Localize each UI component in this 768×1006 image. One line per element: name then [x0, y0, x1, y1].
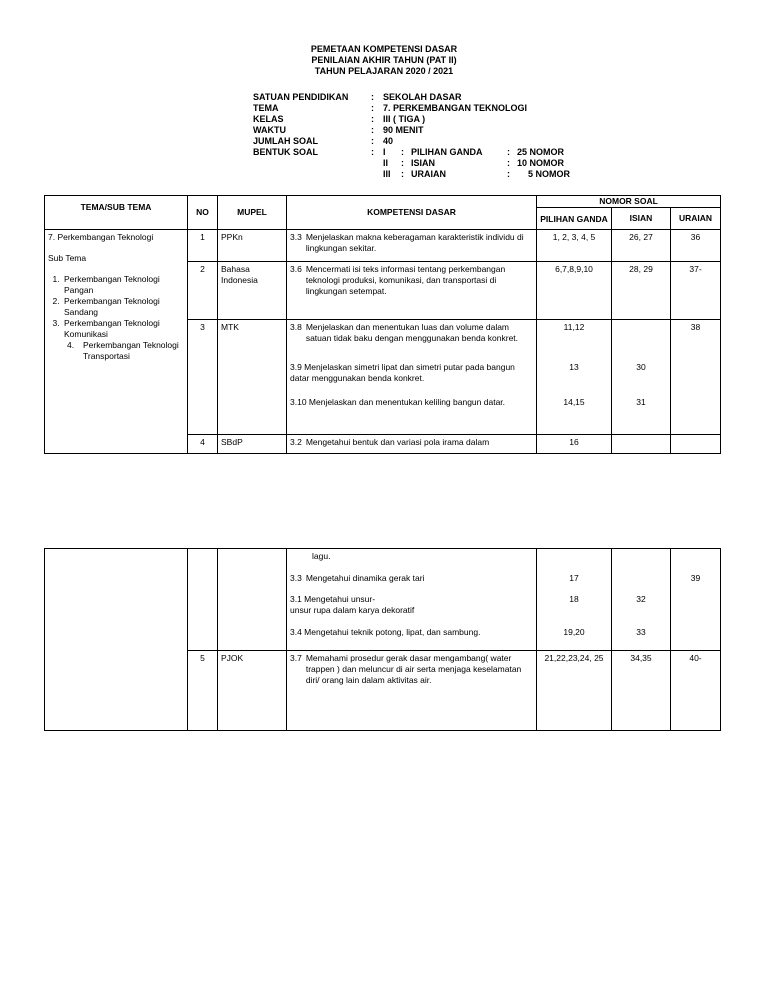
info-value: 7. PERKEMBANGAN TEKNOLOGI [383, 103, 528, 113]
bentuk-roman: II [383, 158, 389, 168]
header-uraian: URAIAN [671, 208, 721, 230]
kd-number: 3.3 [290, 232, 302, 242]
row-mupel: PJOK [218, 651, 287, 731]
row-uraian [671, 435, 721, 454]
pg-value: 11,12 [563, 322, 585, 332]
row-isian: 28, 29 [612, 262, 671, 320]
row-no: 2 [188, 262, 218, 320]
info-value: III ( TIGA ) [383, 114, 426, 124]
row-isian: 26, 27 [612, 230, 671, 262]
row-uraian [671, 549, 721, 651]
doc-subtitle: PENILAIAN AKHIR TAHUN (PAT II) [311, 55, 457, 65]
row-no [188, 549, 218, 651]
bentuk-roman: III [383, 169, 391, 179]
kd-text: Menjelaskan dan menentukan luas dan volume dalam satuan tidak baku dengan menggunakan benda konkret. [305, 322, 519, 343]
isian-value: 32 [636, 594, 646, 604]
sub-tema-label: Sub Tema [48, 253, 87, 263]
info-value: SEKOLAH DASAR [383, 92, 462, 102]
isian-value: 31 [636, 397, 646, 407]
info-value: 90 MENIT [383, 125, 424, 135]
bentuk-name: URAIAN [411, 169, 446, 179]
kd-number: 3.7 [290, 653, 302, 663]
doc-title: PEMETAAN KOMPETENSI DASAR [310, 44, 458, 54]
row-kd [287, 262, 537, 320]
info-value: 40 [383, 136, 394, 146]
header-mupel: MUPEL [218, 196, 287, 230]
bentuk-name: ISIAN [411, 158, 436, 168]
header-pg: PILIHAN GANDA [537, 208, 612, 230]
row-isian: 34,35 [612, 651, 671, 731]
row-pg: 6,7,8,9,10 [537, 262, 612, 320]
row-uraian: 37- [671, 262, 721, 320]
info-label: SATUAN PENDIDIKAN [253, 92, 349, 102]
row-isian [612, 549, 671, 651]
row-isian [612, 320, 671, 435]
kd-number: 3.8 [290, 322, 302, 332]
row-kd [287, 230, 537, 262]
bentuk-count: 10 NOMOR [517, 158, 565, 168]
kd-table-continued [44, 548, 721, 731]
row-uraian: 38 [671, 320, 721, 435]
pg-value: 13 [569, 362, 579, 372]
row-kd [287, 320, 537, 435]
kd-text: lagu. [312, 551, 331, 561]
kd-text: Memahami prosedur gerak dasar mengambang( water trappen ) dan meluncur di air serta menjaga keselamatan diri/ orang lain dalam aktivitas air. [305, 653, 522, 685]
info-label: KELAS [253, 114, 284, 124]
kd-number: 3.6 [290, 264, 302, 274]
bentuk-count: 25 NOMOR [517, 147, 565, 157]
kd-text: 3.10 Menjelaskan dan menentukan keliling bangun datar. [290, 397, 506, 407]
row-mupel: PPKn [218, 230, 287, 262]
kd-table [44, 195, 721, 454]
kd-text: 3.9 Menjelaskan simetri lipat dan simetri putar pada bangun datar menggunakan benda konkret. [290, 362, 515, 383]
doc-year: TAHUN PELAJARAN 2020 / 2021 [314, 66, 454, 76]
isian-value: 33 [636, 627, 646, 637]
kd-number: 3.2 [290, 437, 302, 447]
sub-tema-list [48, 274, 184, 340]
sub-tema-item: Perkembangan Teknologi Transportasi [83, 340, 179, 361]
uraian-value: 39 [690, 573, 701, 583]
kd-text: 3.1 Mengetahui unsur- [290, 594, 376, 604]
row-mupel: SBdP [218, 435, 287, 454]
header-no: NO [188, 196, 218, 230]
kd-text: Mencermati isi teks informasi tentang perkembangan teknologi produksi, komunikasi, dan transportasi di lingkungan setempat. [305, 264, 506, 296]
row-no: 3 [188, 320, 218, 435]
header-kd: KOMPETENSI DASAR [287, 196, 537, 230]
row-mupel: Bahasa Indonesia [218, 262, 287, 320]
row-no: 1 [188, 230, 218, 262]
row-mupel: MTK [218, 320, 287, 435]
row-pg: 21,22,23,24, 25 [537, 651, 612, 731]
row-kd [287, 435, 537, 454]
tema-cell [45, 549, 188, 731]
row-pg [537, 549, 612, 651]
row-pg: 1, 2, 3, 4, 5 [537, 230, 612, 262]
sub-tema-num: 4. [67, 340, 75, 350]
bentuk-count: 5 NOMOR [527, 169, 570, 179]
info-label: WAKTU [253, 125, 286, 135]
row-pg: 16 [537, 435, 612, 454]
pg-value: 18 [569, 594, 579, 604]
row-pg [537, 320, 612, 435]
row-no: 5 [188, 651, 218, 731]
row-isian [612, 435, 671, 454]
sub-tema-item: 1. Perkembangan Teknologi Pangan [62, 274, 184, 296]
row-no: 4 [188, 435, 218, 454]
kd-text: Mengetahui bentuk dan variasi pola irama dalam [305, 437, 490, 447]
pg-value: 19,20 [563, 627, 585, 637]
sub-tema-item: 2. Perkembangan Teknologi Sandang [62, 296, 184, 318]
kd-text: Menjelaskan makna keberagaman karakteristik individu di lingkungan sekitar. [305, 232, 524, 253]
row-uraian: 36 [671, 230, 721, 262]
info-block: SATUAN PENDIDIKAN : SEKOLAH DASAR TEMA : 7. PERKEMBANGAN TEKNOLOGI KELAS : III ( TIGA ) WAKTU : 90 MENIT JUMLAH SOAL : 40 BENTUK SOAL : I : PILIHAN GANDA : 25 NOMOR II : ISIAN : 10 NOMOR III : URAIAN : 5 NOMOR [253, 92, 577, 180]
isian-value: 30 [636, 362, 646, 372]
sub-tema-item: 3. Perkembangan Teknologi Komunikasi [62, 318, 184, 340]
header-isian: ISIAN [612, 208, 671, 230]
row-uraian: 40- [671, 651, 721, 731]
bentuk-name: PILIHAN GANDA [411, 147, 483, 157]
header-nomor-soal: NOMOR SOAL [537, 196, 721, 208]
info-label: TEMA [253, 103, 279, 113]
row-kd [287, 549, 537, 651]
tema-main: 7. Perkembangan Teknologi [48, 232, 154, 242]
row-mupel [218, 549, 287, 651]
pg-value: 14,15 [563, 397, 585, 407]
row-kd [287, 651, 537, 731]
kd-text: 3.4 Mengetahui teknik potong, lipat, dan sambung. [290, 627, 481, 637]
info-label: BENTUK SOAL [253, 147, 318, 157]
info-label: JUMLAH SOAL [253, 136, 318, 146]
pg-value: 17 [569, 573, 579, 583]
tema-cell [45, 230, 188, 454]
kd-text: unsur rupa dalam karya dekoratif [290, 605, 415, 615]
kd-number: 3.3 [290, 573, 302, 583]
bentuk-roman: I [383, 147, 386, 157]
kd-text: Mengetahui dinamika gerak tari [305, 573, 425, 583]
sub-tema-item-4 [48, 340, 184, 362]
header-tema: TEMA/SUB TEMA [45, 196, 188, 230]
